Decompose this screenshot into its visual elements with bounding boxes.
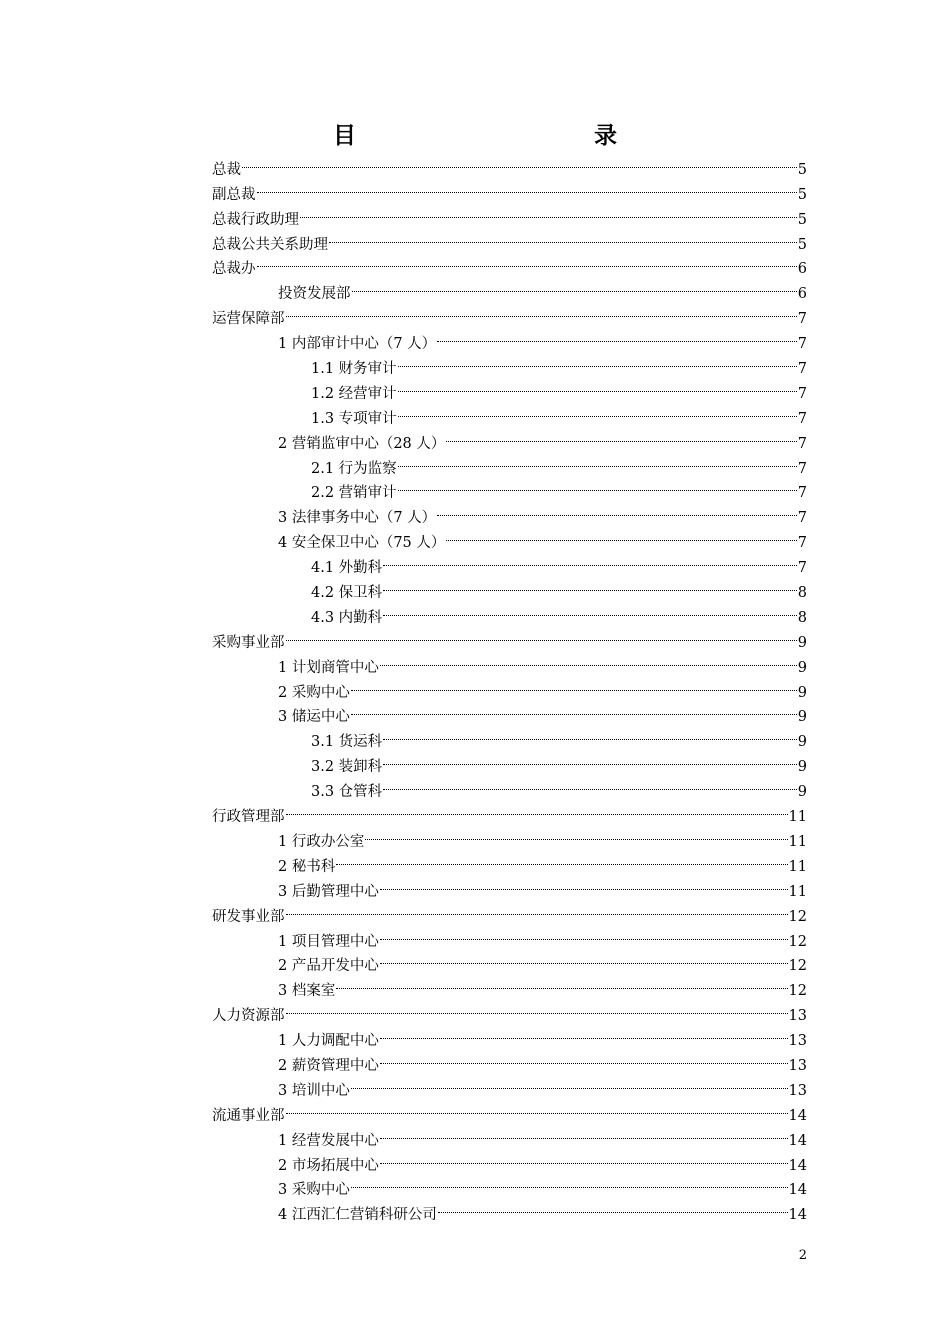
toc-entry-title: 2.1 行为监察 [311, 460, 397, 477]
toc-entry-title: 1 内部审计中心（7 人） [278, 336, 437, 353]
toc-entry-page-number: 13 [788, 1057, 807, 1074]
toc-entry[interactable] [212, 1120, 807, 1149]
toc-entry-page-number: 13 [788, 1008, 807, 1025]
toc-entry-page-number: 7 [797, 311, 807, 328]
toc-entry[interactable] [212, 647, 807, 676]
toc-dot-leader [286, 622, 797, 647]
toc-entry-page-number: 11 [788, 883, 807, 900]
toc-entry-title: 1 经营发展中心 [278, 1132, 379, 1149]
toc-dot-leader [286, 995, 788, 1020]
toc-entry[interactable] [212, 1020, 807, 1050]
toc-entry-page-number: 14 [788, 1157, 807, 1174]
toc-entry-title: 人力资源部 [212, 1008, 285, 1025]
toc-dot-leader [286, 896, 788, 921]
toc-entry-page-number: 7 [797, 385, 807, 402]
toc-entry-title: 3 培训中心 [278, 1082, 350, 1099]
toc-entry[interactable] [212, 572, 807, 602]
toc-entry-page-number: 7 [797, 510, 807, 527]
toc-dot-leader [398, 448, 797, 473]
toc-entry[interactable] [212, 323, 807, 353]
toc-entry-page-number: 5 [797, 211, 807, 228]
toc-entry-page-number: 5 [797, 186, 807, 203]
toc-entry-page-number: 7 [797, 535, 807, 552]
toc-entry-title: 行政管理部 [212, 809, 285, 826]
toc-dot-leader [398, 373, 797, 398]
toc-dot-leader [380, 647, 797, 672]
toc-dot-leader [351, 672, 797, 697]
toc-entry-page-number: 9 [797, 784, 807, 801]
toc-entry-title: 总裁行政助理 [212, 211, 299, 228]
toc-entry-page-number: 9 [797, 759, 807, 776]
toc-entry[interactable] [212, 896, 807, 925]
toc-entry[interactable] [212, 1095, 807, 1124]
toc-entry-title: 采购事业部 [212, 634, 285, 651]
toc-entry-page-number: 12 [788, 933, 807, 950]
toc-dot-leader [380, 1020, 788, 1045]
toc-dot-leader [383, 572, 797, 597]
toc-entry-title: 2 薪资管理中心 [278, 1057, 379, 1074]
toc-entry-title: 研发事业部 [212, 908, 285, 925]
toc-dot-leader [329, 224, 797, 249]
toc-entry-page-number: 7 [797, 410, 807, 427]
toc-entry[interactable] [212, 995, 807, 1025]
toc-entry-title: 3.3 仓管科 [311, 784, 383, 801]
toc-entry-page-number: 11 [788, 858, 807, 875]
toc-entry-page-number: 7 [797, 336, 807, 353]
toc-entry-title: 副总裁 [212, 186, 256, 203]
toc-entry[interactable] [212, 398, 807, 427]
toc-entry-page-number: 9 [797, 634, 807, 651]
toc-entry[interactable] [212, 199, 807, 228]
toc-dot-leader [242, 149, 797, 174]
toc-entry[interactable] [212, 473, 807, 502]
toc-entry-title: 3.2 装卸科 [311, 759, 383, 776]
toc-entry-title: 2 市场拓展中心 [278, 1157, 379, 1174]
toc-entry-page-number: 8 [797, 585, 807, 602]
toc-entry-title: 3 档案室 [278, 983, 336, 1000]
toc-entry-title: 1 项目管理中心 [278, 933, 379, 950]
toc-entry-title: 2.2 营销审计 [311, 485, 397, 502]
toc-entry-title: 3.1 货运科 [311, 734, 383, 751]
toc-entry-page-number: 5 [797, 161, 807, 178]
toc-dot-leader [438, 1194, 788, 1219]
toc-entry[interactable] [212, 298, 807, 328]
toc-dot-leader [446, 522, 796, 547]
toc-dot-leader [398, 348, 797, 373]
toc-entry-page-number: 6 [797, 261, 807, 278]
toc-entry-page-number: 14 [788, 1132, 807, 1149]
toc-dot-leader [351, 697, 797, 722]
toc-entry-title: 4.3 内勤科 [311, 609, 383, 626]
toc-entry-title: 2 采购中心 [278, 684, 350, 701]
toc-entry-title: 3 后勤管理中心 [278, 883, 379, 900]
toc-entry-title: 1.2 经营审计 [311, 385, 397, 402]
toc-dot-leader [380, 946, 788, 971]
toc-dot-leader [383, 597, 797, 622]
toc-entry[interactable] [212, 821, 807, 850]
toc-entry-title: 3 采购中心 [278, 1182, 350, 1199]
toc-entry-page-number: 7 [797, 560, 807, 577]
toc-dot-leader [352, 273, 797, 298]
toc-entry[interactable] [212, 921, 807, 950]
toc-entry-title: 1 人力调配中心 [278, 1033, 379, 1050]
toc-dot-leader [257, 249, 797, 274]
toc-entry-page-number: 7 [797, 361, 807, 378]
toc-dot-leader [380, 921, 788, 946]
toc-entry-title: 1 行政办公室 [278, 833, 365, 850]
toc-entry-page-number: 13 [788, 1033, 807, 1050]
toc-dot-leader [383, 721, 797, 746]
toc-dot-leader [336, 970, 787, 995]
toc-entry[interactable] [212, 746, 807, 776]
toc-dot-leader [383, 746, 797, 771]
toc-entry-page-number: 6 [797, 286, 807, 303]
toc-entry-page-number: 12 [788, 908, 807, 925]
toc-entry-title: 4 江西汇仁营销科研公司 [278, 1207, 437, 1224]
toc-entry-page-number: 12 [788, 958, 807, 975]
toc-dot-leader [336, 846, 787, 871]
toc-entry[interactable] [212, 373, 807, 402]
toc-dot-leader [380, 1045, 788, 1070]
toc-entry[interactable] [212, 796, 807, 826]
toc-entry-page-number: 12 [788, 983, 807, 1000]
toc-dot-leader [380, 1145, 788, 1170]
toc-entry[interactable] [212, 597, 807, 626]
toc-entry-page-number: 14 [788, 1182, 807, 1199]
toc-entry-title: 1.1 财务审计 [311, 361, 397, 378]
toc-entry-title: 投资发展部 [278, 286, 351, 303]
toc-dot-leader [383, 547, 797, 572]
toc-entry-page-number: 7 [797, 460, 807, 477]
toc-entry-page-number: 14 [788, 1107, 807, 1124]
toc-entry-page-number: 9 [797, 684, 807, 701]
toc-entry-title: 2 产品开发中心 [278, 958, 379, 975]
toc-entry-page-number: 9 [797, 709, 807, 726]
toc-dot-leader [437, 497, 797, 522]
toc-dot-leader [446, 423, 796, 448]
toc-dot-leader [351, 1170, 788, 1195]
toc-entry-title: 2 秘书科 [278, 858, 336, 875]
toc-entry-title: 1 计划商管中心 [278, 659, 379, 676]
toc-dot-leader [380, 871, 788, 896]
toc-dot-leader [437, 323, 797, 348]
toc-entry[interactable] [212, 622, 807, 651]
toc-entry-page-number: 11 [788, 809, 807, 826]
toc-entry-title: 4 安全保卫中心（75 人） [278, 535, 446, 552]
toc-entry-title: 4.1 外勤科 [311, 560, 383, 577]
toc-dot-leader [286, 1095, 788, 1120]
toc-entry-title: 总裁公共关系助理 [212, 236, 328, 253]
toc-dot-leader [300, 199, 797, 224]
toc-entry-page-number: 5 [797, 236, 807, 253]
toc-entry[interactable] [212, 149, 807, 178]
toc-dot-leader [383, 771, 797, 796]
toc-entry-page-number: 7 [797, 435, 807, 452]
toc-entry-page-number: 9 [797, 659, 807, 676]
toc-entry-title: 3 法律事务中心（7 人） [278, 510, 437, 527]
toc-entry-title: 3 储运中心 [278, 709, 350, 726]
toc-entry[interactable] [212, 224, 807, 253]
toc-entry-title: 流通事业部 [212, 1107, 285, 1124]
toc-dot-leader [257, 174, 797, 199]
toc-entry-page-number: 8 [797, 609, 807, 626]
toc-entry[interactable] [212, 273, 807, 303]
toc-entry[interactable] [212, 497, 807, 527]
toc-entry-title: 运营保障部 [212, 311, 285, 328]
toc-entry-page-number: 9 [797, 734, 807, 751]
toc-entry-title: 总裁 [212, 161, 241, 178]
page-number: 2 [798, 1248, 807, 1263]
toc-dot-leader [365, 821, 787, 846]
toc-dot-leader [351, 1070, 788, 1095]
toc-entry[interactable] [212, 249, 807, 278]
toc-entry-title: 总裁办 [212, 261, 256, 278]
toc-dot-leader [398, 473, 797, 498]
toc-entry-title: 4.2 保卫科 [311, 585, 383, 602]
toc-entry-title: 1.3 专项审计 [311, 410, 397, 427]
toc-dot-leader [286, 298, 797, 323]
toc-dot-leader [380, 1120, 788, 1145]
toc-entry[interactable] [212, 423, 807, 452]
toc-list [212, 149, 807, 1224]
toc-dot-leader [398, 398, 797, 423]
toc-title: 目 录 [333, 122, 681, 149]
toc-dot-leader [286, 796, 788, 821]
toc-entry-page-number: 11 [788, 833, 807, 850]
toc-entry-page-number: 7 [797, 485, 807, 502]
toc-entry[interactable] [212, 771, 807, 801]
toc-entry-page-number: 13 [788, 1082, 807, 1099]
toc-entry-title: 2 营销监审中心（28 人） [278, 435, 446, 452]
toc-entry-page-number: 14 [788, 1207, 807, 1224]
toc-entry[interactable] [212, 174, 807, 203]
